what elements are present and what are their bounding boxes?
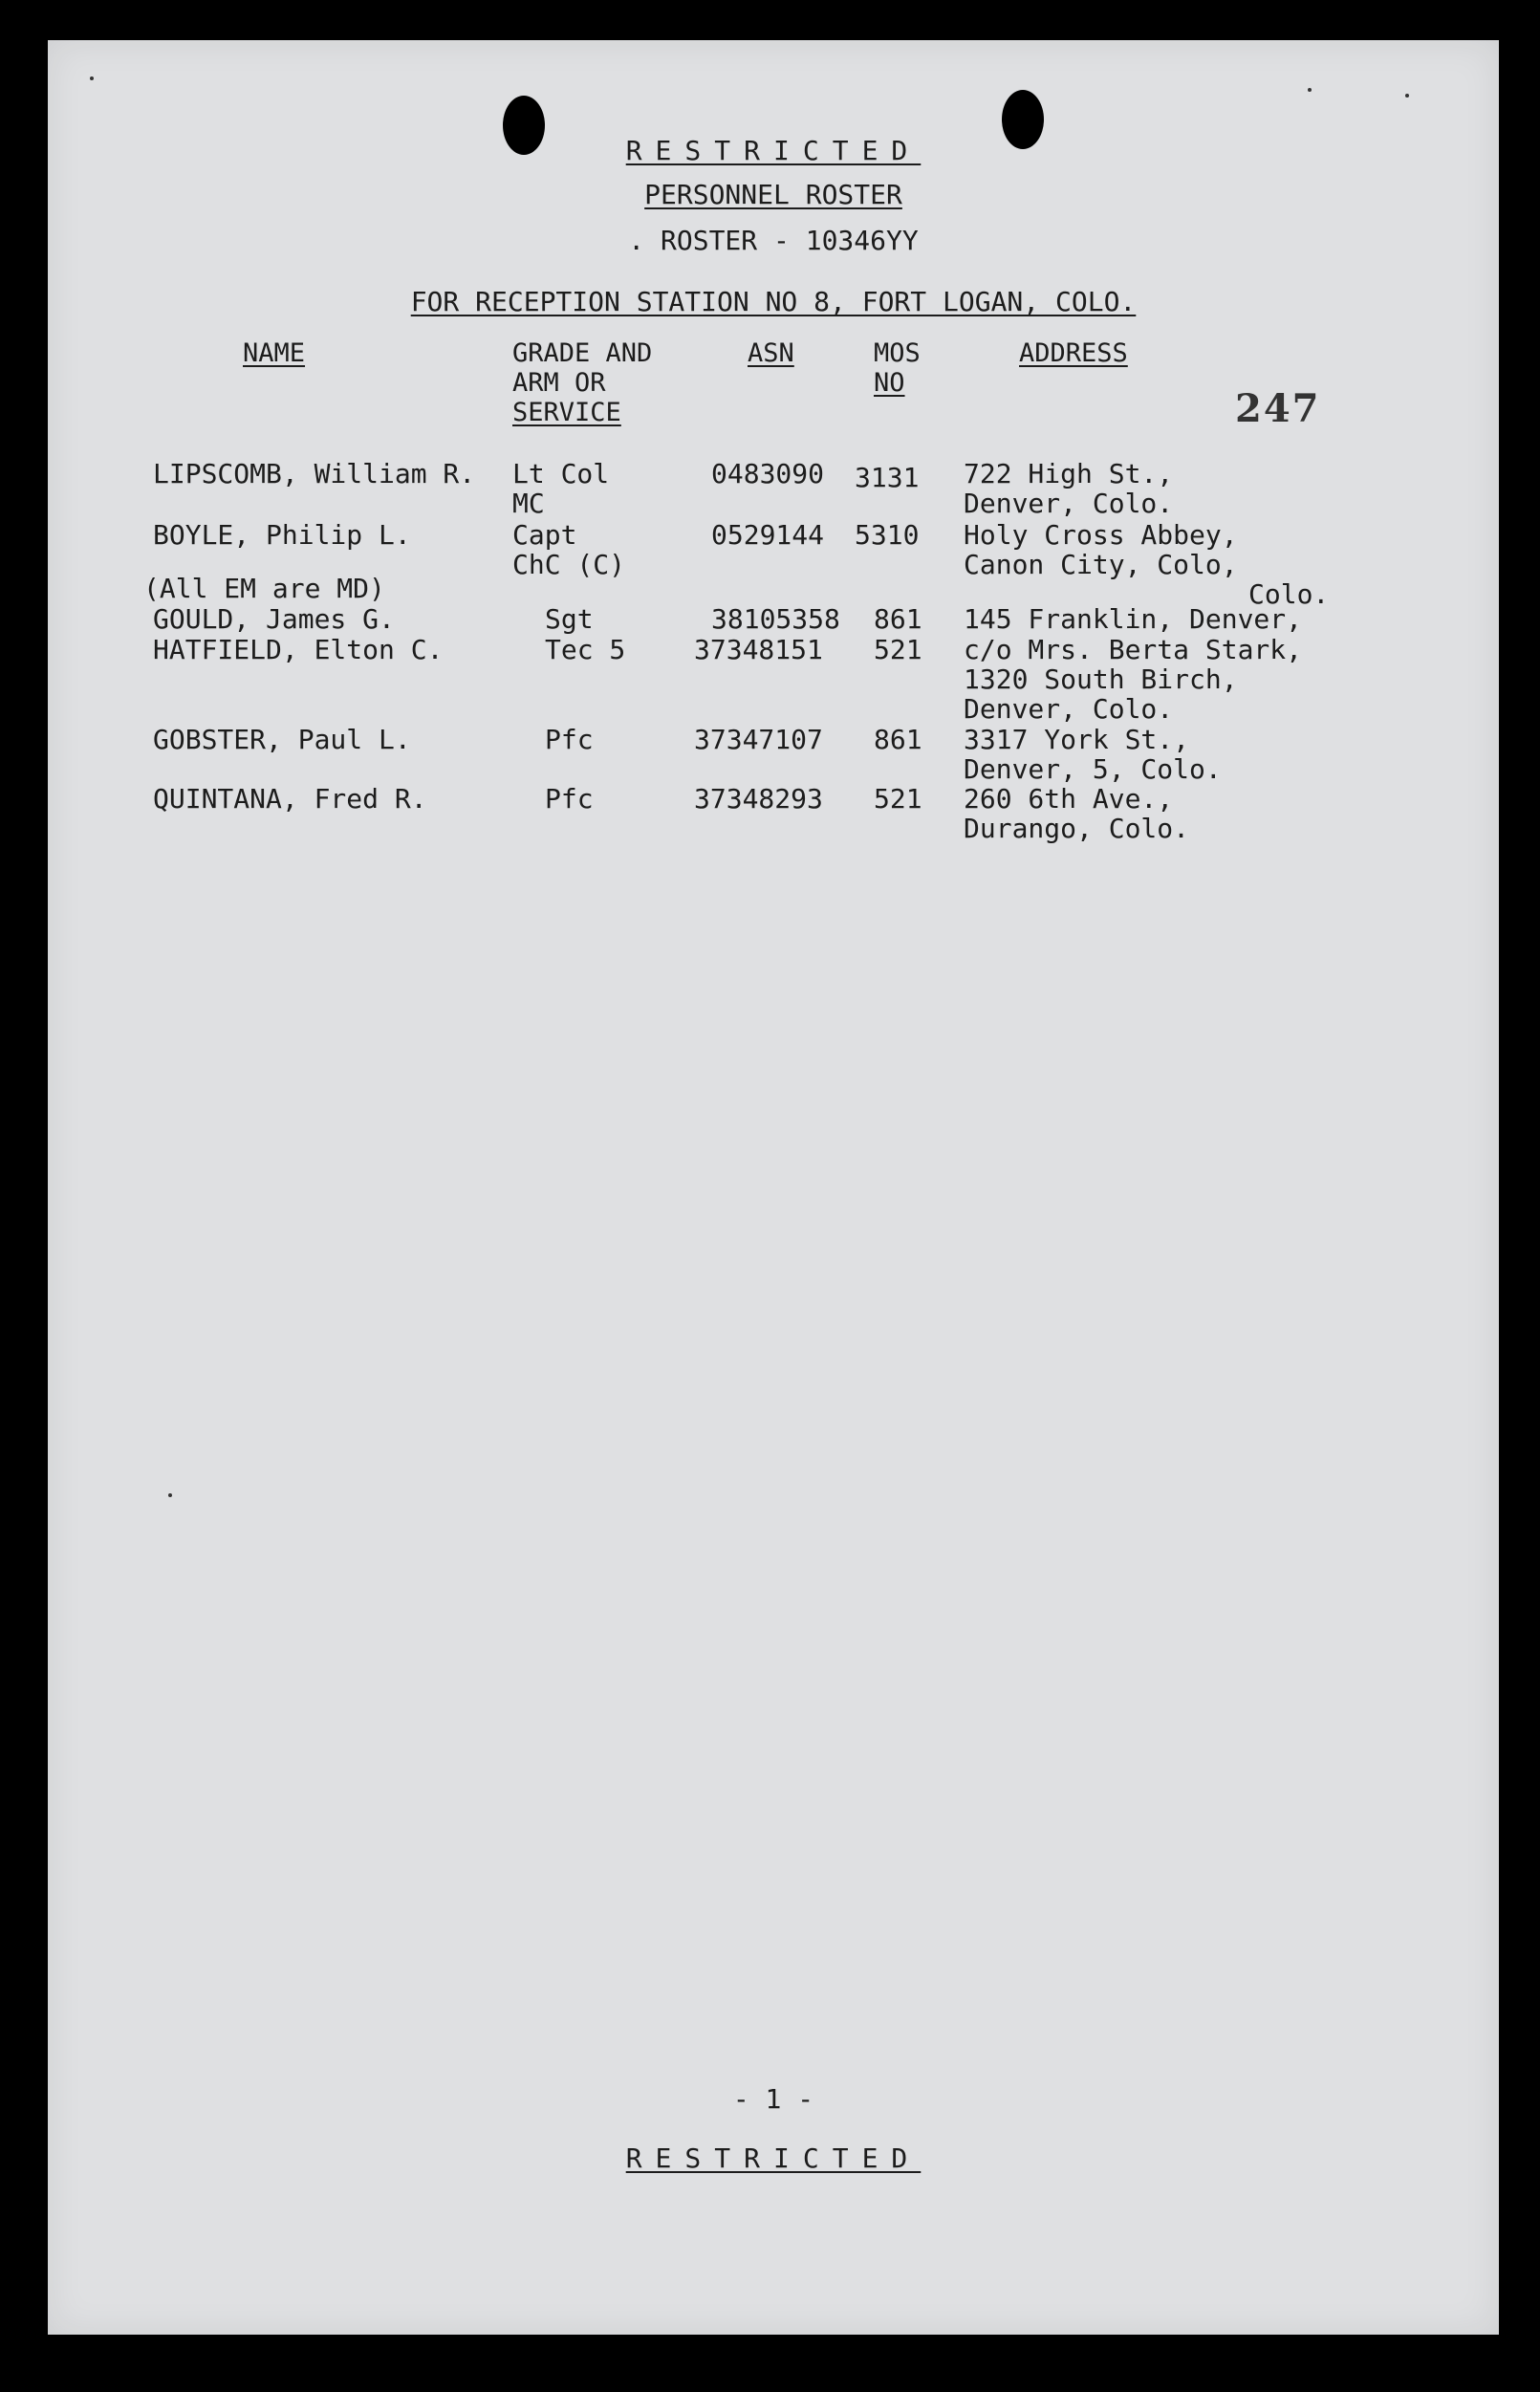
cell-address: Durango, Colo.: [964, 813, 1190, 844]
cell-address: 260 6th Ave.,: [964, 783, 1174, 815]
cell-grade: Tec 5: [545, 634, 626, 665]
page-stamp: 247: [1235, 386, 1321, 431]
cell-mos: 861: [874, 724, 922, 755]
cell-grade: MC: [512, 488, 545, 519]
classification-footer: RESTRICTED: [625, 2142, 922, 2174]
cell-mos: 5310: [855, 519, 920, 551]
cell-asn: 37348293: [694, 783, 823, 815]
cell-name: GOBSTER, Paul L.: [153, 724, 411, 755]
cell-address: Canon City, Colo,: [964, 549, 1238, 580]
speck: [90, 76, 94, 80]
speck: [168, 1493, 172, 1497]
column-header-asn: ASN: [748, 338, 794, 368]
cell-grade: Pfc: [545, 783, 594, 815]
cell-address: 145 Franklin, Denver,: [964, 603, 1303, 635]
cell-mos: 521: [874, 634, 922, 665]
cell-address: Holy Cross Abbey,: [964, 519, 1238, 551]
cell-grade: Pfc: [545, 724, 594, 755]
speck: [1405, 94, 1409, 98]
cell-name: LIPSCOMB, William R.: [153, 458, 476, 489]
cell-address: Colo.: [1248, 578, 1330, 610]
cell-name: HATFIELD, Elton C.: [153, 634, 444, 665]
column-header-grade-3: SERVICE: [512, 398, 621, 427]
cell-mos: 861: [874, 603, 922, 635]
speck: [1308, 88, 1312, 92]
column-header-name: NAME: [243, 338, 306, 368]
cell-address: Denver, Colo.: [964, 693, 1174, 725]
station-line: FOR RECEPTION STATION NO 8, FORT LOGAN, COLO.: [410, 286, 1137, 317]
column-header-address: ADDRESS: [1019, 338, 1128, 368]
document-title: PERSONNEL ROSTER: [644, 179, 902, 210]
cell-grade: ChC (C): [512, 549, 626, 580]
cell-asn: 38105358: [711, 603, 840, 635]
cell-name: BOYLE, Philip L.: [153, 519, 411, 551]
column-header-grade-1: GRADE AND: [512, 338, 653, 368]
cell-mos: 3131: [855, 462, 920, 493]
cell-address: 722 High St.,: [964, 458, 1174, 489]
roster-number: . ROSTER - 10346YY: [628, 225, 919, 256]
cell-asn: 0483090: [711, 458, 825, 489]
cell-grade: Capt: [512, 519, 577, 551]
cell-grade: Sgt: [545, 603, 594, 635]
classification-header: RESTRICTED: [625, 135, 922, 166]
cell-address: 3317 York St.,: [964, 724, 1190, 755]
cell-address: Denver, Colo.: [964, 488, 1174, 519]
cell-name: GOULD, James G.: [153, 603, 395, 635]
column-header-mos-1: MOS: [874, 338, 921, 368]
cell-asn: 0529144: [711, 519, 825, 551]
document-page: [48, 40, 1499, 2335]
cell-asn: 37348151: [694, 634, 823, 665]
column-header-mos-2: NO: [874, 368, 905, 398]
cell-asn: 37347107: [694, 724, 823, 755]
cell-address: c/o Mrs. Berta Stark,: [964, 634, 1303, 665]
column-header-grade-2: ARM OR: [512, 368, 606, 398]
cell-mos: 521: [874, 783, 922, 815]
note-line: (All EM are MD): [143, 573, 385, 604]
page-number: - 1 -: [732, 2083, 814, 2115]
cell-name: QUINTANA, Fred R.: [153, 783, 427, 815]
cell-address: Denver, 5, Colo.: [964, 753, 1222, 785]
cell-address: 1320 South Birch,: [964, 663, 1238, 695]
cell-grade: Lt Col: [512, 458, 610, 489]
